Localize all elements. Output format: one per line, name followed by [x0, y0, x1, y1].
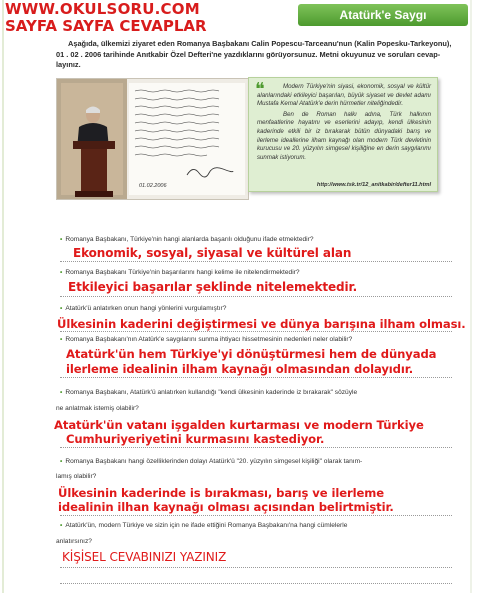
- question-4: [60, 336, 352, 343]
- quote-mark-icon: ❝: [255, 79, 265, 100]
- question-text: Romanya Başbakanı hangi özelliklerinden dolayı Atatürk'ü "20. yüzyılın simgesel kişiliği" olarak tanım-: [65, 458, 363, 465]
- quote-text: [255, 79, 431, 162]
- question-text: Romanya Başbakanı'nın Atatürk'e saygılarını sunma ihtiyacı hissetmesinin nedenleri neler olabilir?: [65, 336, 353, 343]
- bullet-icon: •: [60, 522, 63, 529]
- question-text: Romanya Başbakanı Türkiye'nin başarılarını hangi kelime ile nitelendirmektedir?: [65, 269, 300, 276]
- question-2: [60, 269, 300, 276]
- left-margin-rule: [2, 0, 4, 593]
- quote-paragraph: Modern Türkiye'nin siyasi, ekonomik, sosyal ve kültür alanlarındaki etkileyici başarıları, büyük siyaset ve devlet adamı Mustafa Kemal Atatürk'e derin hürmetler niteliğindedir.: [257, 83, 431, 108]
- answer-line: [60, 377, 452, 378]
- site-url[interactable]: WWW.OKULSORU.COM: [5, 0, 200, 18]
- question-text: Romanya Başbakanı, Türkiye'nin hangi alanlarda başarılı olduğunu ifade etmektedir?: [65, 236, 314, 243]
- quote-paragraph: Ben de Roman halkı adına, Türk halkının menfaatlerine hayatını ve eserlerini adayıp, kendi ülkesinin kaderinde etkili bir iz bırakarak bütün dünyadaki barış ve ilerleme ideallerine ilham kaynağı olan modern Türk devletinin kurucusu ve 20. yüzyılın simgesel kişiliğine en derin saygılarımı sunmak istiyorum.: [257, 110, 431, 161]
- answer-line: [60, 447, 452, 448]
- right-margin-rule: [470, 0, 472, 593]
- answer-line: [60, 296, 452, 297]
- bullet-icon: •: [60, 336, 63, 343]
- question-6-cont: lamış olabilir?: [56, 473, 97, 480]
- answer-4-line-2: ilerleme idealinin ilham kaynağı olmasından dolayıdır.: [66, 362, 413, 376]
- quote-box: [248, 77, 438, 192]
- question-text: Romanya Başbakanı, Atatürk'ü anlatırken kullandığı "kendi ülkesinin kaderinde iz bırakarak" sözüyle: [65, 389, 358, 396]
- question-text: Atatürk'ün, modern Türkiye ve sizin için ne ifade ettiğini Romanya Başbakanı'na hangi cümlelerle: [65, 522, 348, 529]
- site-subtitle: SAYFA SAYFA CEVAPLAR: [5, 17, 207, 35]
- bullet-icon: •: [60, 236, 63, 243]
- intro-text: [56, 39, 466, 71]
- quote-source-link[interactable]: http://www.tsk.tr/12_anitkabir/defter11.html: [316, 182, 431, 188]
- answer-4-line-1: Atatürk'ün hem Türkiye'yi dönüştürmesi hem de dünyada: [66, 347, 437, 361]
- answer-line: [60, 515, 452, 516]
- bullet-icon: •: [60, 269, 63, 276]
- answer-7: KİŞİSEL CEVABINIZI YAZINIZ: [62, 550, 227, 564]
- intro-line: Aşağıda, ülkemizi ziyaret eden Romanya Başbakanı Calin Popescu-Tarceanu'nun (Kalin Popesku-Tarkeyonu),: [68, 39, 452, 48]
- answer-2: Etkileyici başarılar şeklinde nitelemektedir.: [68, 280, 358, 294]
- question-3: [60, 305, 226, 312]
- question-1: [60, 236, 314, 243]
- bullet-icon: •: [60, 458, 63, 465]
- question-6: [60, 458, 362, 465]
- question-5-cont: ne anlatmak istemiş olabilir?: [56, 405, 139, 412]
- bullet-icon: •: [60, 389, 63, 396]
- bullet-icon: •: [60, 305, 63, 312]
- question-7-cont: anlatırsınız?: [56, 538, 92, 545]
- guestbook-photo: [56, 78, 249, 200]
- question-7: [60, 522, 347, 529]
- answer-line: [60, 583, 452, 584]
- answer-5-line-2: Cumhuriyeriyetini kurmasını kastediyor.: [66, 432, 325, 446]
- intro-line: layınız.: [56, 60, 81, 70]
- photo-date: 01.02.2006: [139, 183, 167, 189]
- answer-line: [60, 567, 452, 568]
- intro-line: 01 . 02 . 2006 tarihinde Anıtkabir Özel Defteri'ne yazdıklarını görüyorsunuz. Metni okuyunuz ve soruları cevap-: [56, 49, 441, 59]
- question-text: Atatürk'ü anlatırken onun hangi yönlerini vurgulamıştır?: [65, 305, 227, 312]
- answer-line: [60, 331, 452, 332]
- answer-6-line-2: idealinin ilhan kaynağı olması açısından belirtmiştir.: [58, 500, 394, 514]
- question-5: [60, 389, 357, 396]
- answer-line: [60, 261, 452, 262]
- answer-1: Ekonomik, sosyal, siyasal ve kültürel alan: [73, 246, 352, 260]
- answer-6-line-1: Ülkesinin kaderinde is bırakması, barış ve ilerleme: [58, 486, 384, 500]
- answer-3: Ülkesinin kaderini değiştirmesi ve dünya barışına ilham olması.: [57, 317, 466, 331]
- section-tab: Atatürk'e Saygı: [298, 4, 468, 26]
- answer-5-line-1: Atatürk'ün vatanı işgalden kurtarması ve modern Türkiye: [54, 418, 424, 432]
